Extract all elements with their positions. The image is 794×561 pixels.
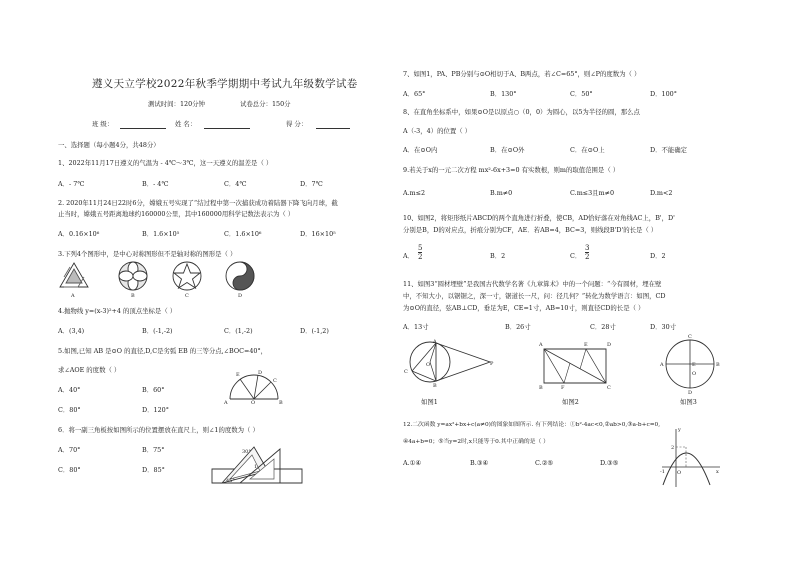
- fig3-label-e: E: [692, 362, 696, 368]
- q11-stem-3: 为⊙O的直径，弦AB⊥CD，垂足为E，CE=1寸，AB=10寸，则直径CD的长是（ ）: [403, 304, 645, 312]
- q6-opt-a[interactable]: A．70°: [58, 446, 81, 454]
- q5-label-c: C: [273, 378, 277, 384]
- q9-opt-a[interactable]: A.m≤2: [403, 189, 426, 197]
- q9-opt-b[interactable]: B.m≠0: [490, 189, 513, 197]
- q5-opt-a[interactable]: A．40°: [58, 386, 81, 394]
- q7-opt-b[interactable]: B．130°: [490, 90, 517, 98]
- fig2-figure: [540, 346, 610, 386]
- q3-label-a: A: [71, 293, 75, 299]
- q11-opt-d[interactable]: D．30寸: [650, 323, 677, 331]
- q9-stem: 9.若关于x的一元二次方程 mx²-6x+3=0 有实数根，则m的取值范围是（ ）: [403, 166, 620, 174]
- q6-label-1: 1: [254, 464, 258, 470]
- q10-opt-d[interactable]: D．2: [650, 252, 666, 260]
- q7-opt-a[interactable]: A．65°: [403, 90, 426, 98]
- q9-opt-c[interactable]: C.m≤3且m≠0: [570, 189, 615, 197]
- q6-opt-d[interactable]: D．85°: [142, 466, 165, 474]
- q3-figure-d: [226, 262, 254, 290]
- name-field[interactable]: [204, 121, 250, 129]
- fig1-label-o: O: [426, 362, 431, 368]
- fig2-label-a: A: [539, 342, 543, 348]
- score-field[interactable]: [316, 121, 350, 129]
- fig2-label-f: F: [561, 385, 565, 391]
- q8-opt-b[interactable]: B．在⊙O外: [490, 146, 525, 154]
- name-label: 姓 名：: [175, 120, 197, 128]
- q11-stem-2: 中，不知大小，以锯锯之，深一寸，锯道长一尺，问：径几何？”转化为数学语言：如图，CD: [403, 292, 666, 300]
- q5-label-d: D: [258, 370, 263, 376]
- fig3-label-a: A: [660, 362, 664, 368]
- q10-opt-c-fraction: [585, 244, 589, 261]
- q5-opt-c[interactable]: C．80°: [58, 406, 81, 414]
- q5-opt-b[interactable]: B．60°: [142, 386, 165, 394]
- q1-opt-d[interactable]: D．7℃: [300, 180, 323, 188]
- q7-opt-d[interactable]: D．100°: [650, 90, 677, 98]
- q5-label-b: B: [279, 400, 283, 406]
- q4-opt-b[interactable]: B．(-1,-2): [142, 327, 173, 335]
- q10-opt-a-denominator: 2: [418, 253, 423, 261]
- q12-label-y: y: [678, 427, 681, 433]
- q3-figures: [60, 261, 350, 303]
- q5-opt-d[interactable]: D．120°: [142, 406, 169, 414]
- q11-opt-a[interactable]: A．13寸: [403, 323, 429, 331]
- q11-opt-b[interactable]: B．26寸: [505, 323, 531, 331]
- q1-opt-b[interactable]: B．- 4℃: [142, 180, 169, 188]
- q6-stem: 6．将一副三角板按如图所示的位置摆放在直尺上，则∠1的度数为（ ）: [58, 426, 259, 434]
- fig1-label-p: P: [490, 361, 494, 367]
- q12-label-minus1: -1: [660, 469, 665, 475]
- q12-label-x: x: [716, 469, 719, 475]
- fig2-label-e: E: [584, 342, 588, 348]
- q4-stem: 4.抛物线 y=(x-3)²+4 的顶点坐标是（ ）: [58, 307, 177, 315]
- fig3-label-b: B: [716, 362, 720, 368]
- fig3-label-c: C: [688, 334, 692, 340]
- fig2-caption: 如图2: [562, 398, 579, 406]
- fig3-label-o: O: [692, 371, 697, 377]
- exam-total-score: 试卷总分：150分: [240, 100, 291, 108]
- section-title: 一、选择题（每小题4分，共48分）: [58, 141, 160, 149]
- q8-opt-c[interactable]: C．在⊙O上: [570, 146, 605, 154]
- q6-label-45: 45°: [226, 478, 235, 484]
- q10-opt-c-numerator: 3: [585, 244, 590, 252]
- q5-label-o: O: [251, 400, 256, 406]
- q10-opt-a-fraction: [418, 244, 422, 261]
- q5-label-e: E: [236, 372, 240, 378]
- q5-label-a: A: [224, 400, 228, 406]
- fig1-label-a: A: [433, 339, 437, 345]
- q12-opt-d[interactable]: D.③⑤: [600, 459, 619, 467]
- fig1-label-b: B: [433, 383, 437, 389]
- q1-opt-c[interactable]: C．4℃: [224, 180, 247, 188]
- q1-opt-a[interactable]: A．- 7℃: [58, 180, 85, 188]
- fig3-figure: [660, 338, 720, 390]
- q6-figure: [210, 441, 306, 487]
- q7-stem: 7、如图1，PA、PB分别与⊙O相切于A、B两点，若∠C=65°，则∠P的度数为（ ）: [403, 70, 641, 78]
- q2-stem-1: 2. 2020年11月24日22时6分，嫦娥五号实现了“结过程中第一次捕获成功着陆器下降飞向月球，截: [58, 199, 338, 207]
- q3-label-c: C: [185, 293, 189, 299]
- class-field[interactable]: [120, 121, 166, 129]
- q12-label-o: O: [677, 470, 682, 476]
- q5-stem-1: 5.如图,已知 AB 是⊙O 的直径,D,C是劣弧 EB 的三等分点,∠BOC=40°，: [58, 347, 268, 355]
- q3-label-b: B: [131, 293, 135, 299]
- q10-opt-b[interactable]: B．2: [490, 252, 506, 260]
- q3-stem: 3.下列4个图形中，是中心对称图形但不是轴对称的图形是（ ）: [58, 250, 237, 258]
- q2-opt-d[interactable]: D．16×10⁵: [300, 230, 336, 238]
- fig3-label-d: D: [688, 390, 693, 396]
- q6-label-30: 30°: [242, 449, 251, 455]
- q3-figure-a: [60, 263, 88, 287]
- q10-opt-a-numerator: 5: [418, 244, 423, 252]
- q3-figure-b: [119, 262, 147, 290]
- q1-stem: 1、2022年11月17日遵义的气温为 - 4℃～3℃，这一天遵义的温差是（ ）: [58, 159, 273, 167]
- q12-label-2: 2: [671, 445, 675, 451]
- q10-opt-c[interactable]: C．: [570, 252, 582, 260]
- q12-opt-b[interactable]: B.③④: [470, 459, 489, 467]
- q11-stem-1: 11、如图3“圆材埋壁”是我国古代数学名著《九章算术》中的一个问题：“今有圆材，埋在壁: [403, 280, 662, 288]
- q2-opt-b[interactable]: B．1.6×10⁵: [142, 230, 180, 238]
- q9-opt-d[interactable]: D.m<2: [650, 189, 673, 197]
- fig2-label-b: B: [539, 385, 543, 391]
- q4-opt-d[interactable]: D．(-1,2): [300, 327, 329, 335]
- q11-opt-c[interactable]: C．28寸: [590, 323, 616, 331]
- q8-opt-d[interactable]: D．不能确定: [650, 146, 688, 154]
- class-label: 班 级：: [92, 120, 114, 128]
- q5-stem-2: 求∠AOE 的度数（ ）: [58, 366, 121, 374]
- q3-label-d: D: [238, 293, 243, 299]
- q3-figure-c: [173, 262, 201, 290]
- fig1-label-c: C: [404, 369, 408, 375]
- q8-opt-a[interactable]: A．在⊙O内: [403, 146, 438, 154]
- q12-graph: [660, 427, 722, 489]
- fig1-figure: [406, 338, 494, 388]
- fig2-label-c: C: [607, 385, 611, 391]
- q4-opt-c[interactable]: C．(1,-2): [224, 327, 253, 335]
- q2-opt-c[interactable]: C．1.6×10⁶: [224, 230, 262, 238]
- q12-stem-2: ④4a+b=0；⑤当y=2时,x只能等于0.其中正确的是（ ）: [403, 439, 549, 445]
- q6-opt-c[interactable]: C．80°: [58, 466, 81, 474]
- q12-opt-c[interactable]: C.②⑤: [535, 459, 554, 467]
- fig3-caption: 如图3: [680, 398, 697, 406]
- q4-opt-a[interactable]: A．(3,4): [58, 327, 85, 335]
- fig2-label-d: D: [607, 342, 612, 348]
- q2-stem-2: 止当时，嫦娥五号距离地球约160000公里，其中160000用科学记数法表示为（ ）: [58, 210, 295, 218]
- q12-opt-a[interactable]: A.①④: [403, 459, 422, 467]
- q7-opt-c[interactable]: C．50°: [570, 90, 593, 98]
- q10-stem-2: 分别是B，D的对应点，折痕分别为CF，AE．若AB=4，BC=3，则线段B'D'的长是（ ）: [403, 226, 658, 234]
- q6-opt-b[interactable]: B．75°: [142, 446, 165, 454]
- q10-opt-a[interactable]: A．: [403, 252, 415, 260]
- q2-opt-a[interactable]: A．0.16×10⁶: [58, 230, 100, 238]
- score-label: 得 分：: [286, 120, 308, 128]
- q8-stem-1: 8、在直角坐标系中，如果⊙O是以原点○（0，0）为圆心，以5为半径的圆，那么点: [403, 108, 640, 116]
- q12-stem-1: 12.二次函数 y=ax²+bx+c(a≠0)的图象如图所示. 有下列结论：①b²-4ac<0,②ab>0,③a-b+c=0,: [403, 422, 661, 428]
- exam-title: 遵义天立学校2022年秋季学期期中考试九年级数学试卷: [92, 78, 358, 90]
- q10-opt-c-denominator: 2: [585, 253, 590, 261]
- q10-stem-1: 10、如图2，将矩形纸片ABCD的两个直角进行折叠，使CB，AD恰好落在对角线AC上，B'，D': [403, 214, 675, 222]
- q8-stem-2: A（-3，4）的位置（ ）: [403, 127, 472, 135]
- fig1-caption: 如图1: [421, 398, 438, 406]
- exam-time: 测试时间：120分钟: [148, 100, 205, 108]
